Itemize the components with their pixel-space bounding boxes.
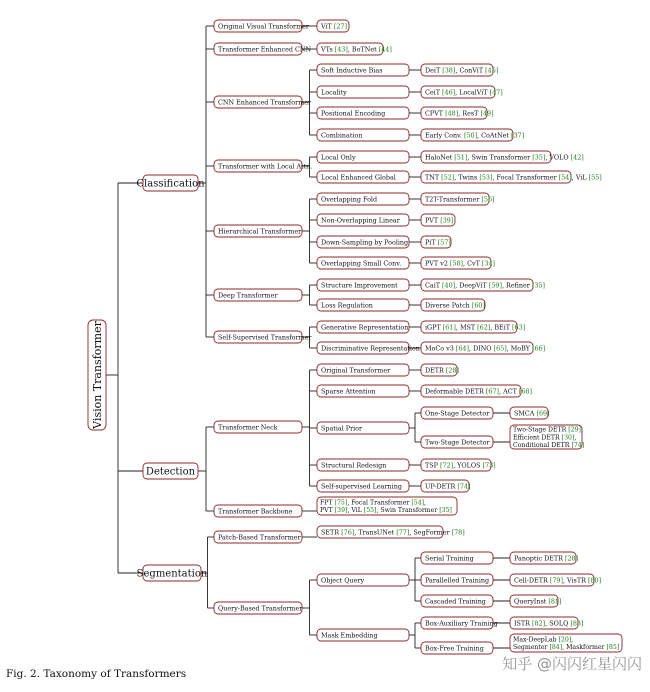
node-c-orig-leaf xyxy=(317,20,349,32)
node-c-self-disc-leaf xyxy=(421,342,545,354)
node-label-line: Max-DeepLab [20], xyxy=(513,636,574,644)
node-c-cnn-soft-leaf xyxy=(421,64,498,76)
node-label: Transformer Neck xyxy=(218,423,278,432)
node-label: DETR [28] xyxy=(425,366,460,375)
node-label: Early Conv. [50], CoAtNet [37] xyxy=(425,131,525,140)
node-label: TNT [52], Twins [53], Focal Transformer [54], ViL [55] xyxy=(425,173,602,182)
node-d-neck xyxy=(214,421,302,433)
node-c-deep-struct xyxy=(317,279,409,291)
node-label: Local Only xyxy=(321,153,356,162)
node-d-self-leaf xyxy=(421,480,471,492)
node-label: Mask Embedding xyxy=(321,631,378,640)
node-s-casc xyxy=(421,595,493,607)
node-c-orig xyxy=(214,20,310,32)
node-label: TSP [72], YOLOS [73] xyxy=(425,461,496,470)
node-c-hier-lin-leaf xyxy=(421,214,455,226)
node-s-serial-leaf xyxy=(510,552,578,564)
node-label: Patch-Based Transformer xyxy=(218,533,301,542)
node-d-backbone xyxy=(214,505,302,517)
node-segmentation xyxy=(137,565,208,581)
node-d-struct xyxy=(317,459,409,471)
node-label: PVT [39] xyxy=(425,216,454,225)
node-c-cnn xyxy=(214,96,312,108)
node-label: QueryInst [81] xyxy=(514,597,562,606)
node-c-cnn-loc-leaf xyxy=(421,86,503,98)
node-s-par-leaf xyxy=(510,574,601,586)
node-s-mask xyxy=(317,629,409,641)
node-label: Locality xyxy=(321,88,347,97)
node-label: Query-Based Transformer xyxy=(218,604,303,613)
node-label: HaloNet [51], Swin Transformer [35], VOLO [42] xyxy=(425,153,584,162)
node-label: Cell-DETR [79], VisTR [80] xyxy=(514,576,602,585)
node-label: Combination xyxy=(321,131,363,140)
node-label: SMCA [69] xyxy=(514,409,550,418)
node-s-casc-leaf xyxy=(510,595,561,607)
node-s-box-aux xyxy=(421,617,498,629)
node-c-hier-fold-leaf xyxy=(421,193,495,205)
node-c-cnn-comb-leaf xyxy=(421,129,524,141)
node-c-enh xyxy=(214,43,312,55)
node-s-query xyxy=(214,602,303,614)
node-c-deep-loss-leaf xyxy=(421,299,485,311)
node-label: Self-supervised Learning xyxy=(321,482,402,491)
node-d-one-leaf xyxy=(510,407,550,419)
node-c-self-gen-leaf xyxy=(421,321,525,333)
node-label: Original Visual Transformer xyxy=(218,22,309,31)
node-d-one xyxy=(421,407,493,419)
node-label: T2T-Transformer [56] xyxy=(425,195,495,204)
node-d-orig-leaf xyxy=(421,364,459,376)
node-classification xyxy=(136,175,205,191)
node-label-line: PVT [39], ViL [55], Swin Transformer [35] xyxy=(320,507,452,515)
node-c-self xyxy=(214,331,312,343)
node-label: CaiT [40], DeepViT [59], Refiner [35] xyxy=(425,281,546,290)
node-c-cnn-comb xyxy=(317,129,409,141)
node-c-self-disc xyxy=(317,342,420,354)
node-label: UP-DETR [74] xyxy=(425,482,471,491)
node-c-loc-only-leaf xyxy=(421,151,584,163)
node-label: Self-Supervised Transformer xyxy=(218,333,312,342)
node-label: CNN Enhanced Transformer xyxy=(218,98,312,107)
node-d-backbone-leaf xyxy=(317,497,457,515)
node-label: Non-Overlapping Linear xyxy=(321,216,400,225)
node-label: Structure Improvement xyxy=(321,281,398,290)
node-root xyxy=(88,320,106,430)
node-label: Overlapping Small Conv. xyxy=(321,259,402,268)
node-label-line: Two-Stage DETR [29], xyxy=(513,426,583,434)
node-label: Loss Regulation xyxy=(321,301,373,310)
node-label: Cascaded Training xyxy=(425,597,486,606)
node-label: Original Transformer xyxy=(321,366,391,375)
node-c-hier-down xyxy=(317,236,409,248)
node-label: Diverse Patch [60] xyxy=(425,301,485,310)
node-d-orig xyxy=(317,364,409,376)
node-label: Two-Stage Detector xyxy=(425,438,490,447)
node-d-self xyxy=(317,480,409,492)
node-label: Box-Auxiliary Training xyxy=(425,619,498,628)
node-label: Segmentation xyxy=(136,568,208,580)
node-s-box-aux-leaf xyxy=(510,617,583,629)
node-label: Object Query xyxy=(321,576,365,585)
node-label: Transformer Enhanced CNN xyxy=(218,45,312,54)
node-s-serial xyxy=(421,552,493,564)
node-label: MoCo v3 [64], DINO [65], MoBY [66] xyxy=(425,344,546,353)
node-c-cnn-soft xyxy=(317,64,409,76)
node-d-sparse xyxy=(317,385,409,397)
node-label: Transformer with Local Attn. xyxy=(218,162,313,171)
node-label: CeiT [46], LocalViT [47] xyxy=(425,88,503,97)
node-label: Spatial Prior xyxy=(321,424,363,433)
node-c-cnn-pos-leaf xyxy=(421,107,494,119)
node-c-hier-lin xyxy=(317,214,409,226)
node-label-line: Conditional DETR [74] xyxy=(513,442,585,450)
node-label: Deep Transformer xyxy=(218,291,278,300)
node-d-struct-leaf xyxy=(421,459,496,471)
node-label: DeiT [38], ConViT [45] xyxy=(425,66,499,75)
node-label: iGPT [61], MST [62], BEiT [63] xyxy=(425,323,526,332)
node-s-box-free xyxy=(421,642,493,654)
node-s-obj xyxy=(317,574,409,586)
node-c-deep xyxy=(214,289,302,301)
node-label: Soft Inductive Bias xyxy=(321,66,383,75)
root-label: Vision Transformer xyxy=(91,321,104,429)
node-c-deep-loss xyxy=(317,299,409,311)
node-label: PVT v2 [58], CvT [34] xyxy=(425,259,496,268)
node-label: Parallelled Training xyxy=(425,576,490,585)
node-c-loc-glob-leaf xyxy=(421,171,602,183)
node-c-cnn-pos xyxy=(317,107,409,119)
node-label: Hierarchical Transformer xyxy=(218,227,302,236)
node-label: Deformable DETR [67], ACT [68] xyxy=(425,387,533,396)
node-c-hier-conv-leaf xyxy=(421,257,495,269)
node-d-spatial xyxy=(317,422,409,434)
node-label: Panoptic DETR [28] xyxy=(514,554,579,563)
node-c-loc-only xyxy=(317,151,409,163)
node-c-enh-leaf xyxy=(317,43,392,55)
node-c-hier xyxy=(214,225,302,237)
node-label: Serial Training xyxy=(425,554,474,563)
node-label: Structural Redesign xyxy=(321,461,387,470)
node-c-hier-down-leaf xyxy=(421,236,451,248)
node-label: Transformer Backbone xyxy=(218,507,293,516)
node-label: CPVT [48], ResT [49] xyxy=(425,109,494,118)
node-d-two-leaf xyxy=(510,425,584,449)
node-c-cnn-loc xyxy=(317,86,409,98)
node-d-two xyxy=(421,436,493,448)
node-label: SETR [76], TransUNet [77], SegFormer [78] xyxy=(321,528,465,537)
node-label: Box-Free Training xyxy=(425,644,484,653)
node-label: Local Enhanced Global xyxy=(321,173,396,182)
node-label: PiT [57] xyxy=(425,238,451,247)
node-c-self-gen xyxy=(317,321,409,333)
node-label: Detection xyxy=(145,466,196,478)
node-label-line: Efficient DETR [30], xyxy=(513,434,577,442)
node-s-patch xyxy=(214,531,302,543)
node-label: Positional Encoding xyxy=(321,109,386,118)
node-label: Classification xyxy=(136,178,205,190)
node-d-sparse-leaf xyxy=(421,385,532,397)
node-s-par xyxy=(421,574,493,586)
node-label: ISTR [82], SOLQ [83] xyxy=(514,619,584,628)
node-c-deep-struct-leaf xyxy=(421,279,545,291)
node-label: One-Stage Detector xyxy=(425,409,490,418)
node-label: Discriminative Representation xyxy=(321,344,420,353)
node-c-hier-fold xyxy=(317,193,409,205)
node-label: Down-Sampling by Pooling xyxy=(321,238,409,247)
node-label: Overlapping Fold xyxy=(321,195,378,204)
node-detection xyxy=(143,463,198,479)
node-c-loc xyxy=(214,160,312,172)
node-label: ViT [27] xyxy=(321,22,347,31)
node-label: Generative Representation xyxy=(321,323,409,332)
node-c-hier-conv xyxy=(317,257,409,269)
node-s-box-free-leaf xyxy=(510,634,622,652)
watermark: 知乎 @闪闪红星闪闪 xyxy=(502,655,642,673)
node-label: VTs [43], BoTNet [44] xyxy=(321,45,392,54)
node-c-loc-glob xyxy=(317,171,409,183)
node-label: Sparse Attention xyxy=(321,387,376,396)
figure-caption: Fig. 2. Taxonomy of Transformers xyxy=(6,668,187,680)
node-s-patch-leaf xyxy=(317,526,465,538)
node-label-line: Segmenter [84], Maskformer [85] xyxy=(513,644,620,652)
node-label-line: FPT [75], Focal Transformer [54], xyxy=(320,499,427,507)
